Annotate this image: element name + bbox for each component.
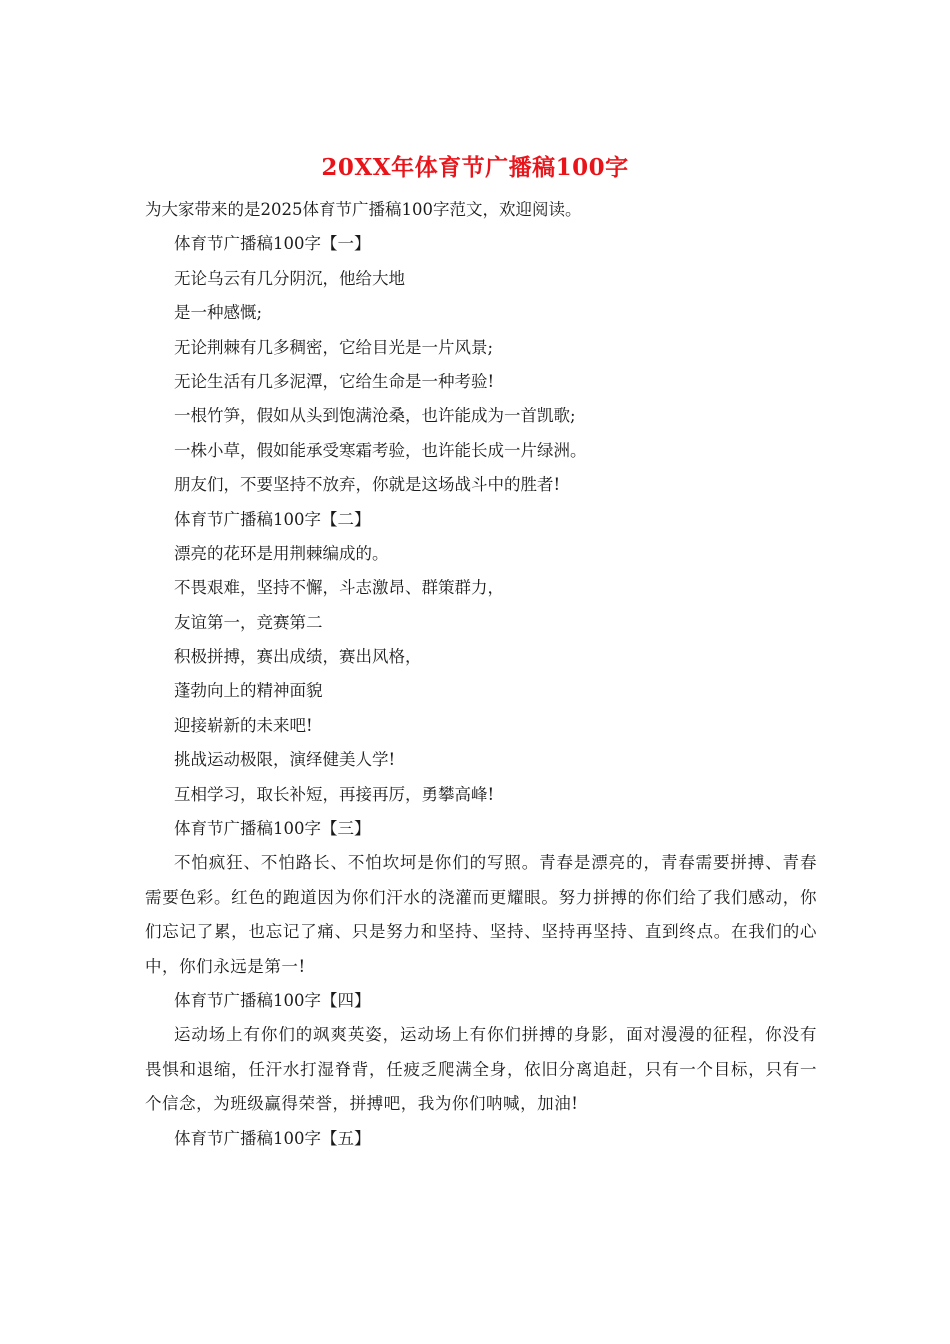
intro-text: 为大家带来的是2025体育节广播稿100字范文，欢迎阅读。 <box>145 200 582 219</box>
section-heading-5: 体育节广播稿100字【五】 <box>174 1128 371 1148</box>
section-heading-2: 体育节广播稿100字【二】 <box>174 509 371 529</box>
section-heading-4: 体育节广播稿100字【四】 <box>174 991 371 1011</box>
section-1-line: 一株小草，假如能承受寒霜考验，也许能长成一片绿洲。 <box>174 440 587 460</box>
section-1-line: 无论乌云有几分阴沉，他给大地 <box>174 268 405 288</box>
section-2-line: 挑战运动极限，演绎健美人学! <box>174 750 396 770</box>
section-1-line: 一根竹笋，假如从头到饱满沧桑，也许能成为一首凯歌; <box>174 406 576 426</box>
section-heading-3: 体育节广播稿100字【三】 <box>174 819 371 839</box>
section-1-line: 无论生活有几多泥潭，它给生命是一种考验! <box>174 371 495 391</box>
document-title: 20XX年体育节广播稿100字 <box>321 154 629 181</box>
section-2-line: 迎接崭新的未来吧! <box>174 715 313 735</box>
section-heading-1: 体育节广播稿100字【一】 <box>174 234 371 254</box>
section-1-line: 是一种感慨; <box>174 303 263 323</box>
section-2-line: 互相学习，取长补短，再接再厉，勇攀高峰! <box>174 784 495 804</box>
section-2-line: 积极拼搏，赛出成绩，赛出风格， <box>174 647 422 667</box>
section-2-line: 蓬勃向上的精神面貌 <box>174 681 323 701</box>
section-4-paragraph: 运动场上有你们的飒爽英姿，运动场上有你们拼搏的身影，面对漫漫的征程，你没有畏惧和退缩，任汗水打湿脊背，任疲乏爬满全身，依旧分离追赶，只有一个目标，只有一个信念，为班级赢得荣誉，拼搏吧，我为你们呐喊，加油! <box>145 1025 817 1114</box>
section-2-line: 友谊第一，竞赛第二 <box>174 612 323 632</box>
section-3-paragraph: 不怕疯狂、不怕路长、不怕坎坷是你们的写照。青春是漂亮的，青春需要拼搏、青春需要色彩。红色的跑道因为你们汗水的浇灌而更耀眼。努力拼搏的你们给了我们感动，你们忘记了累，也忘记了痛、只是努力和坚持、坚持、坚持再坚持、直到终点。在我们的心中，你们永远是第一! <box>145 853 817 976</box>
section-2-line: 不畏艰难，坚持不懈，斗志激昂、群策群力， <box>174 578 504 598</box>
section-1-line: 无论荆棘有几多稠密，它给目光是一片风景; <box>174 337 494 357</box>
section-2-line: 漂亮的花环是用荆棘编成的。 <box>174 543 389 563</box>
section-1-line: 朋友们，不要坚持不放弃，你就是这场战斗中的胜者! <box>174 475 561 495</box>
document-body <box>145 193 817 1156</box>
